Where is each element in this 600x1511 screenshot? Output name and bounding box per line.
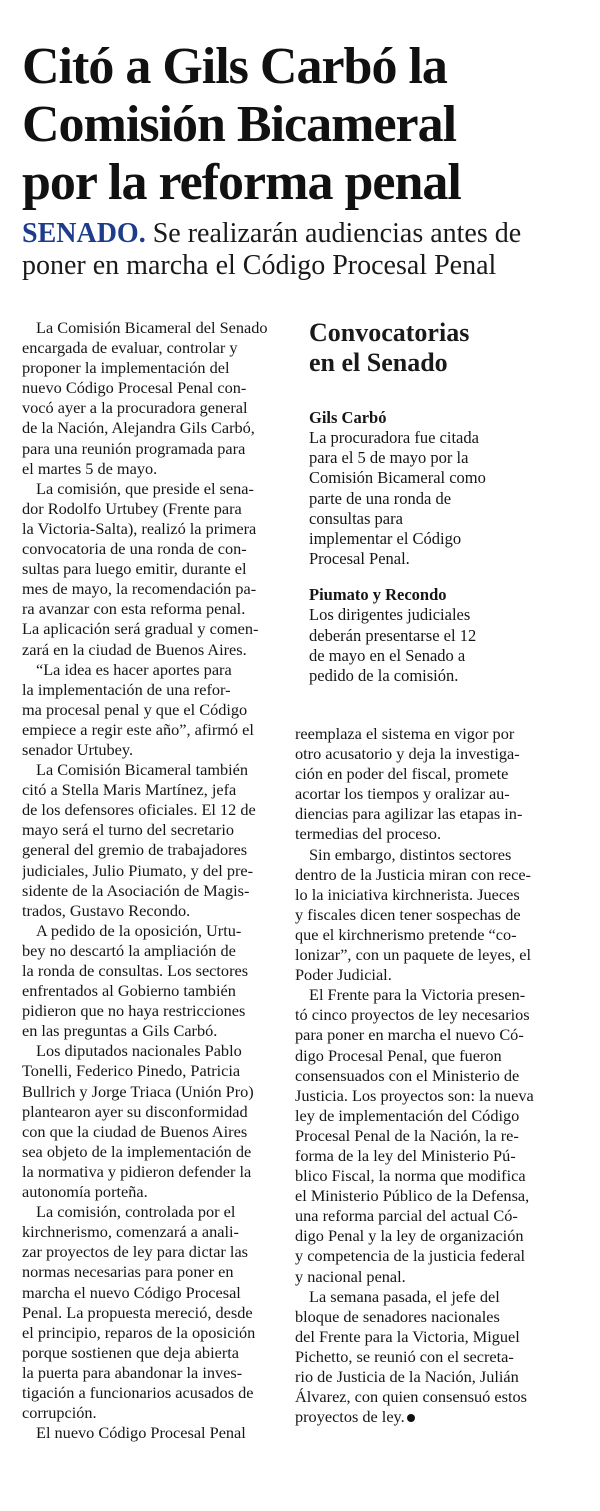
article-line: normas necesarias para poner en bbox=[22, 1262, 234, 1282]
article-line: La aplicación será gradual y comen- bbox=[22, 619, 259, 639]
article-line: blico Fiscal, la norma que modifica bbox=[295, 1166, 526, 1186]
article-line: termedias del proceso. bbox=[295, 824, 442, 844]
article-line: Bullrich y Jorge Triaca (Unión Pro) bbox=[22, 1081, 254, 1101]
headline bbox=[22, 38, 582, 212]
article-line: para poner en marcha el nuevo Có- bbox=[295, 1025, 524, 1045]
article-line: encargada de evaluar, controlar y bbox=[22, 338, 238, 358]
article-line: marcha el nuevo Código Procesal bbox=[22, 1282, 241, 1302]
article-line: tó cinco proyectos de ley necesarios bbox=[295, 1005, 530, 1025]
article-line bbox=[295, 1407, 573, 1427]
sidebar-item-text bbox=[309, 605, 575, 686]
sidebar-line: Los dirigentes judiciales bbox=[309, 605, 471, 625]
article-line: bey no descartó la ampliación de bbox=[22, 940, 236, 960]
article-line: pidieron que no haya restricciones bbox=[22, 1001, 246, 1021]
sidebar-item-text bbox=[309, 428, 575, 569]
article-paragraph bbox=[295, 724, 573, 845]
sidebar-box bbox=[295, 318, 575, 718]
article-line: la normativa y pidieron defender la bbox=[22, 1161, 252, 1181]
article-line: convocatoria de una ronda de con- bbox=[22, 539, 247, 559]
article-line: Los diputados nacionales Pablo bbox=[36, 1041, 242, 1061]
article-line: mayo será el turno del secretario bbox=[22, 820, 235, 840]
sidebar-line: parte de una ronda de bbox=[309, 488, 452, 508]
article-line: lo la iniciativa kirchnerista. Jueces bbox=[295, 884, 520, 904]
article-line: tigación a funcionarios acusados de bbox=[22, 1382, 254, 1402]
article-line: La Comisión Bicameral del Senado bbox=[36, 318, 268, 337]
article-line: lonizar”, con un paquete de leyes, el bbox=[295, 945, 531, 965]
article-line: Justicia. Los proyectos son: la nueva bbox=[295, 1085, 534, 1105]
article-line: empiece a regir este año”, afirmó el bbox=[22, 719, 254, 739]
article-paragraph bbox=[22, 1423, 284, 1443]
article-line: rio de Justicia de la Nación, Julián bbox=[295, 1367, 519, 1386]
sidebar-line: para el 5 de mayo por la bbox=[309, 448, 469, 468]
article-line: El nuevo Código Procesal Penal bbox=[36, 1423, 246, 1443]
sidebar-line: pedido de la comisión. bbox=[309, 666, 459, 686]
article-line: ción en poder del fiscal, promete bbox=[295, 764, 509, 784]
article-line: el principio, reparos de la oposición bbox=[22, 1322, 256, 1342]
article-line: de la Nación, Alejandra Gils Carbó, bbox=[22, 418, 255, 438]
article-paragraph bbox=[295, 1287, 573, 1428]
article-line: Tonelli, Federico Pinedo, Patricia bbox=[22, 1061, 241, 1081]
article-paragraph bbox=[295, 985, 573, 1286]
sidebar-line: Procesal Penal. bbox=[309, 549, 410, 569]
article-line: La comisión, controlada por el bbox=[36, 1202, 236, 1222]
article-line: que el kirchnerismo pretende “co- bbox=[295, 924, 517, 944]
sidebar-line: implementar el Código bbox=[309, 529, 462, 549]
article-paragraph bbox=[22, 479, 284, 660]
article-line: nuevo Código Procesal Penal con- bbox=[22, 378, 247, 398]
article-line: la Victoria-Salta), realizó la primera bbox=[22, 518, 257, 538]
article-line: Penal. La propuesta mereció, desde bbox=[22, 1302, 253, 1322]
subhead-line: poner en marcha el Código Procesal Penal bbox=[22, 250, 497, 281]
headline-line: Comisión Bicameral bbox=[22, 96, 457, 153]
article-line: zará en la ciudad de Buenos Aires. bbox=[22, 639, 247, 659]
article-line: porque sostienen que deja abierta bbox=[22, 1342, 239, 1362]
article-line: autonomía porteña. bbox=[22, 1182, 148, 1202]
article-line: reemplaza el sistema en vigor por bbox=[295, 724, 515, 743]
article-line: enfrentados al Gobierno también bbox=[22, 981, 236, 1001]
article-line: ley de implementación del Código bbox=[295, 1105, 520, 1125]
article-line: una reforma parcial del actual Có- bbox=[295, 1206, 518, 1226]
sidebar-line: de mayo en el Senado a bbox=[309, 645, 466, 665]
article-line: para una reunión programada para bbox=[22, 438, 246, 458]
sidebar-item-piumato-recondo bbox=[309, 585, 575, 686]
subheadline bbox=[22, 218, 582, 282]
section-label: SENADO. bbox=[22, 218, 146, 249]
article-line: ra avanzar con esta reforma penal. bbox=[22, 599, 246, 619]
article-line: Pichetto, se reunió con el secreta- bbox=[295, 1346, 514, 1366]
article-line: y nacional penal. bbox=[295, 1266, 406, 1286]
subhead-line bbox=[22, 218, 582, 250]
article-paragraph bbox=[22, 921, 284, 1042]
article-line: ma procesal penal y que el Código bbox=[22, 699, 248, 719]
article-line: del Frente para la Victoria, Miguel bbox=[295, 1326, 520, 1346]
sidebar-title-line: en el Senado bbox=[309, 348, 448, 377]
article-line: A pedido de la oposición, Urtu- bbox=[36, 920, 242, 940]
article-line: diencias para agilizar las etapas in- bbox=[295, 804, 523, 824]
sidebar-title-line: Convocatorias bbox=[309, 318, 470, 347]
article-line: La comisión, que preside el sena- bbox=[36, 478, 254, 498]
article-line: vocó ayer a la procuradora general bbox=[22, 398, 248, 418]
article-line: bloque de senadores nacionales bbox=[295, 1306, 500, 1326]
article-line: judiciales, Julio Piumato, y del pre- bbox=[22, 860, 254, 880]
article-line: mes de mayo, la recomendación pa- bbox=[22, 579, 257, 599]
sidebar-item-heading: Piumato y Recondo bbox=[309, 585, 447, 605]
article-paragraph bbox=[22, 760, 284, 921]
sidebar-line: deberán presentarse el 12 bbox=[309, 625, 477, 645]
article-line: digo Procesal Penal, que fueron bbox=[295, 1045, 502, 1065]
article-line: Procesal Penal de la Nación, la re- bbox=[295, 1125, 519, 1145]
article-line: Álvarez, con quien consensuó estos bbox=[295, 1387, 527, 1407]
article-line: general del gremio de trabajadores bbox=[22, 840, 248, 860]
sidebar-line: Comisión Bicameral como bbox=[309, 468, 486, 488]
headline-line: por la reforma penal bbox=[22, 154, 461, 211]
article-line: kirchnerismo, comenzará a anali- bbox=[22, 1222, 239, 1242]
article-line: sidente de la Asociación de Magis- bbox=[22, 880, 250, 900]
article-line: Sin embargo, distintos sectores bbox=[309, 844, 512, 864]
article-line: El Frente para la Victoria presen- bbox=[309, 985, 526, 1005]
article-line: “La idea es hacer aportes para bbox=[36, 659, 232, 679]
article-paragraph bbox=[295, 845, 573, 986]
article-line: la implementación de una refor- bbox=[22, 679, 231, 699]
article-line: el Ministerio Público de la Defensa, bbox=[295, 1186, 530, 1206]
headline-line: Citó a Gils Carbó la bbox=[22, 38, 447, 95]
article-line: la ronda de consultas. Los sectores bbox=[22, 961, 249, 980]
end-of-article-icon bbox=[407, 1414, 415, 1422]
article-line: zar proyectos de ley para dictar las bbox=[22, 1242, 249, 1262]
article-line: acortar los tiempos y oralizar au- bbox=[295, 784, 510, 804]
article-paragraph bbox=[22, 318, 284, 479]
article-line: senador Urtubey. bbox=[22, 739, 134, 759]
article-line: otro acusatorio y deja la investiga- bbox=[295, 744, 520, 764]
article-line: dor Rodolfo Urtubey (Frente para bbox=[22, 498, 242, 518]
sidebar-line: consultas para bbox=[309, 508, 403, 528]
article-line: forma de la ley del Ministerio Pú- bbox=[295, 1145, 516, 1165]
article-line: Poder Judicial. bbox=[295, 965, 392, 985]
article-line: consensuados con el Ministerio de bbox=[295, 1065, 520, 1085]
article-line: sea objeto de la implementación de bbox=[22, 1141, 252, 1161]
article-column-left bbox=[22, 318, 284, 1443]
article-line: plantearon ayer su disconformidad bbox=[22, 1101, 248, 1121]
article-line: de los defensores oficiales. El 12 de bbox=[22, 800, 256, 820]
article-line: sultas para luego emitir, durante el bbox=[22, 559, 247, 579]
article-line: trados, Gustavo Recondo. bbox=[22, 900, 191, 920]
article-line: corrupción. bbox=[22, 1403, 97, 1423]
article-paragraph bbox=[22, 1202, 284, 1423]
sidebar-item-heading: Gils Carbó bbox=[309, 408, 387, 427]
article-line: La semana pasada, el jefe del bbox=[309, 1286, 500, 1306]
sidebar-item-gils-carbo bbox=[309, 408, 575, 569]
article-paragraph bbox=[22, 1041, 284, 1202]
article-line: digo Penal y la ley de organización bbox=[295, 1226, 524, 1246]
article-line-text: proyectos de ley. bbox=[295, 1407, 405, 1427]
article-line: La Comisión Bicameral también bbox=[36, 760, 249, 780]
sidebar-title bbox=[309, 318, 575, 378]
article-line: y fiscales dicen tener sospechas de bbox=[295, 904, 521, 924]
article-line: y competencia de la justicia federal bbox=[295, 1246, 526, 1266]
article-line: citó a Stella Maris Martínez, jefa bbox=[22, 780, 237, 800]
article-line: el martes 5 de mayo. bbox=[22, 458, 158, 478]
article-line: en las preguntas a Gils Carbó. bbox=[22, 1021, 218, 1041]
article-paragraph bbox=[22, 660, 284, 760]
article-column-right bbox=[295, 724, 573, 1427]
article-line: dentro de la Justicia miran con rece- bbox=[295, 864, 531, 884]
article-line: con que la ciudad de Buenos Aires bbox=[22, 1121, 248, 1141]
sidebar-line: La procuradora fue citada bbox=[309, 428, 479, 447]
subhead-text: Se realizarán audiencias antes de bbox=[152, 218, 522, 249]
article-line: proponer la implementación del bbox=[22, 358, 230, 378]
article-line: la puerta para abandonar la inves- bbox=[22, 1362, 243, 1382]
